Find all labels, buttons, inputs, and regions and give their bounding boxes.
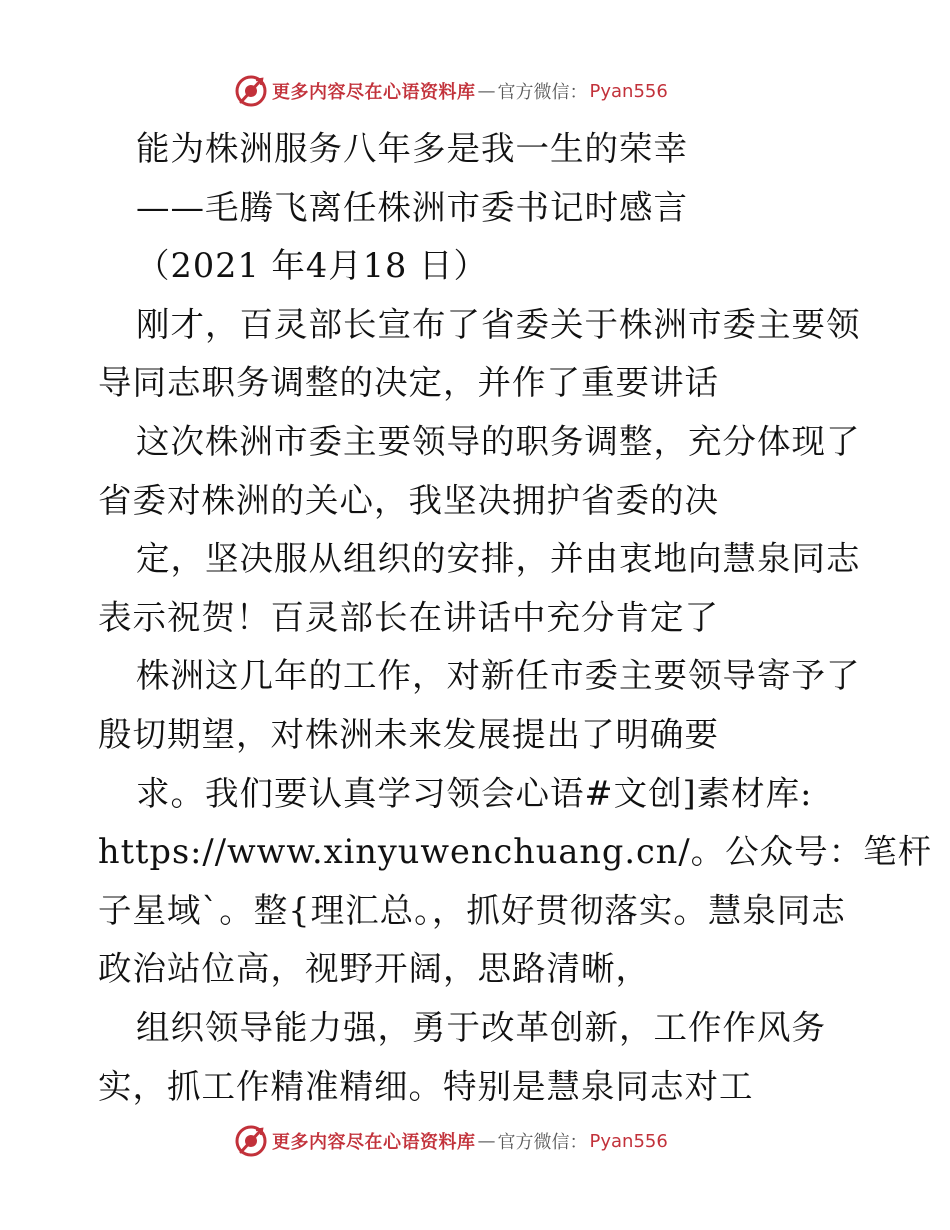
text-line: 求。我们要认真学习领会心语#文创]素材库: [136, 773, 813, 813]
text-line: 表示祝贺！百灵部长在讲话中充分肯定了 [98, 597, 719, 637]
footer-watermark [234, 1123, 668, 1159]
watermark-label: 官方微信： [497, 82, 588, 103]
watermark-dash: — [477, 80, 496, 102]
text-line: 子星域`。整{理汇总。，抓好贯彻落实。慧泉同志 [98, 890, 846, 930]
header-watermark [234, 73, 668, 109]
text-line: 组织领导能力强，勇于改革创新，工作作风务 [136, 1007, 826, 1047]
text-line: 定，坚决服从组织的安排，并由衷地向慧泉同志 [136, 539, 861, 579]
document-date: （2021 年4月18 日） [136, 246, 488, 286]
text-line: https://www.xinyuwenchuang.cn/。公众号：笔杆 [98, 832, 933, 872]
text-line: 这次株洲市委主要领导的职务调整，充分体现了 [136, 421, 861, 461]
text-line: 株洲这几年的工作，对新任市委主要领导寄予了 [136, 656, 861, 696]
watermark-id: Pyan556 [589, 1130, 668, 1152]
text-line: 政治站位高，视野开阔，思路清晰， [98, 949, 650, 989]
text-line: 导同志职务调整的决定，并作了重要讲话 [98, 363, 719, 403]
text-line: 实，抓工作精准精细。特别是慧泉同志对工 [98, 1066, 754, 1106]
text-line: 刚才，百灵部长宣布了省委关于株洲市委主要领 [136, 304, 861, 344]
document-body [98, 120, 933, 1116]
text-line: 殷切期望，对株洲未来发展提出了明确要 [98, 714, 719, 754]
document-title: 能为株洲服务八年多是我一生的荣幸 [136, 129, 688, 168]
watermark-text: 更多内容尽在心语资料库 [272, 82, 476, 103]
brand-logo-icon [234, 74, 268, 108]
watermark-id: Pyan556 [589, 80, 668, 102]
watermark-text: 更多内容尽在心语资料库 [272, 1132, 476, 1153]
watermark-dash: — [477, 1130, 496, 1152]
brand-logo-icon [234, 1124, 268, 1158]
watermark-label: 官方微信： [497, 1132, 588, 1153]
document-subtitle: ——毛腾飞离任株洲市委书记时感言 [136, 187, 688, 227]
text-line: 省委对株洲的关心，我坚决拥护省委的决 [98, 480, 719, 520]
